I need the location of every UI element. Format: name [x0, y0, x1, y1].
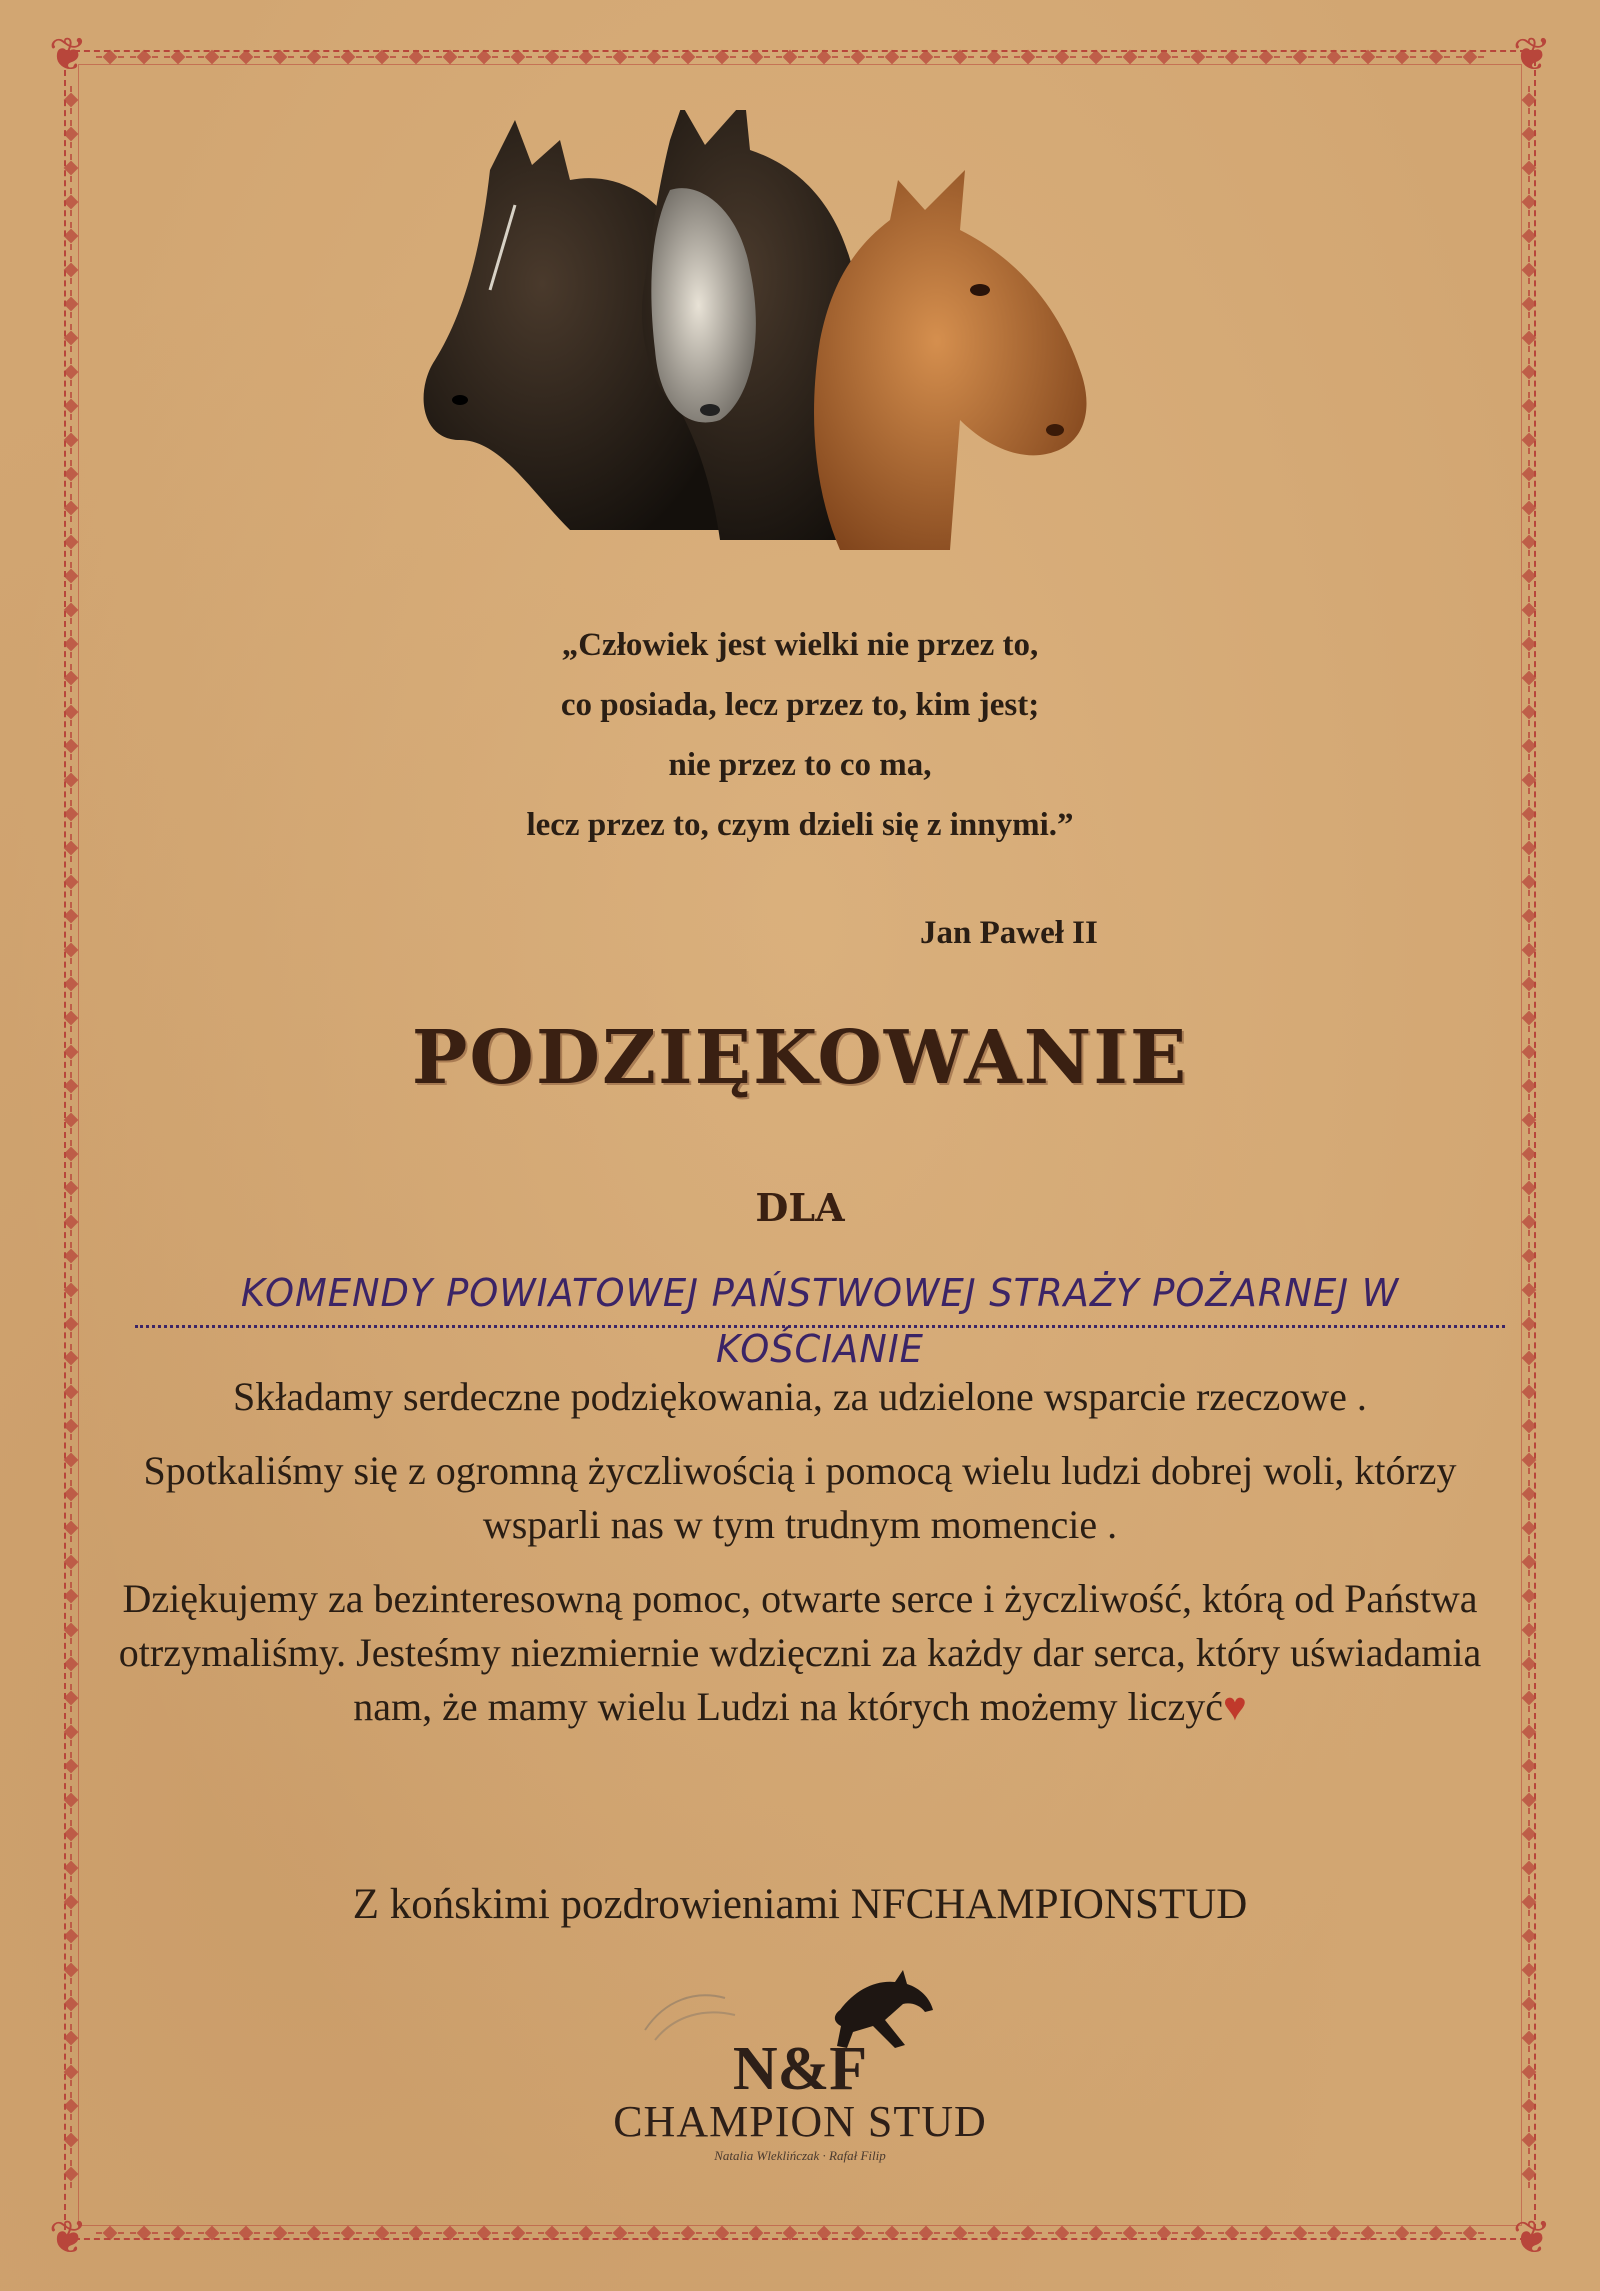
quote-block: [0, 615, 1600, 951]
logo-name: CHAMPION STUD: [613, 2097, 987, 2146]
heart-icon: ♥: [1222, 1684, 1247, 1729]
message-paragraph: Składamy serdeczne podziękowania, za udzielone wsparcie rzeczowe .: [233, 1374, 1367, 1419]
recipient-handwritten: KOMENDY POWIATOWEJ PAŃSTWOWEJ STRAŻY POŻARNEJ W KOŚCIANIE: [240, 1271, 1400, 1371]
quote-line: lecz przez to, czym dzieli się z innymi.”: [526, 807, 1074, 843]
quote-line: co posiada, lecz przez to, kim jest;: [560, 687, 1040, 723]
corner-ornament-icon: ❦: [48, 27, 88, 81]
recipient-label: DLA: [755, 1185, 845, 1230]
message-paragraph: Spotkaliśmy się z ogromną życzliwością i pomocą wielu ludzi dobrej woli, którzy wsparli nas w tym trudnym momencie .: [143, 1448, 1457, 1547]
chestnut-horse-head: [814, 170, 1086, 550]
logo-initials: N&F: [732, 2035, 868, 2103]
recipient-dotted-line: [135, 1325, 1505, 1328]
stud-logo: [585, 1960, 1015, 2163]
message-paragraph-text: Dziękujemy za bezinteresowną pomoc, otwarte serce i życzliwość, którą od Państwa otrzymaliśmy. Jesteśmy niezmiernie wdzięczni za każdy dar serca, który uświadamia nam, że mamy wielu Ludzi na których możemy liczyć: [118, 1576, 1482, 1729]
corner-ornament-icon: ❦: [1512, 27, 1552, 81]
quote-line: „Człowiek jest wielki nie przez to,: [561, 627, 1039, 663]
logo-owners: Natalia Wleklińczak · Rafał Filip: [714, 2148, 886, 2163]
message-body: [90, 1370, 1510, 1754]
quote-author: Jan Paweł II: [920, 915, 1098, 951]
closing-line: Z końskimi pozdrowieniami NFCHAMPIONSTUD: [352, 1881, 1248, 1928]
message-paragraph: [90, 1572, 1510, 1734]
quote-line: nie przez to co ma,: [668, 747, 932, 783]
horse-heads-illustration: [420, 110, 1250, 580]
corner-ornament-icon: ❦: [1512, 2210, 1552, 2264]
corner-ornament-icon: ❦: [48, 2210, 88, 2264]
document-title: PODZIĘKOWANIE: [411, 1015, 1189, 1101]
